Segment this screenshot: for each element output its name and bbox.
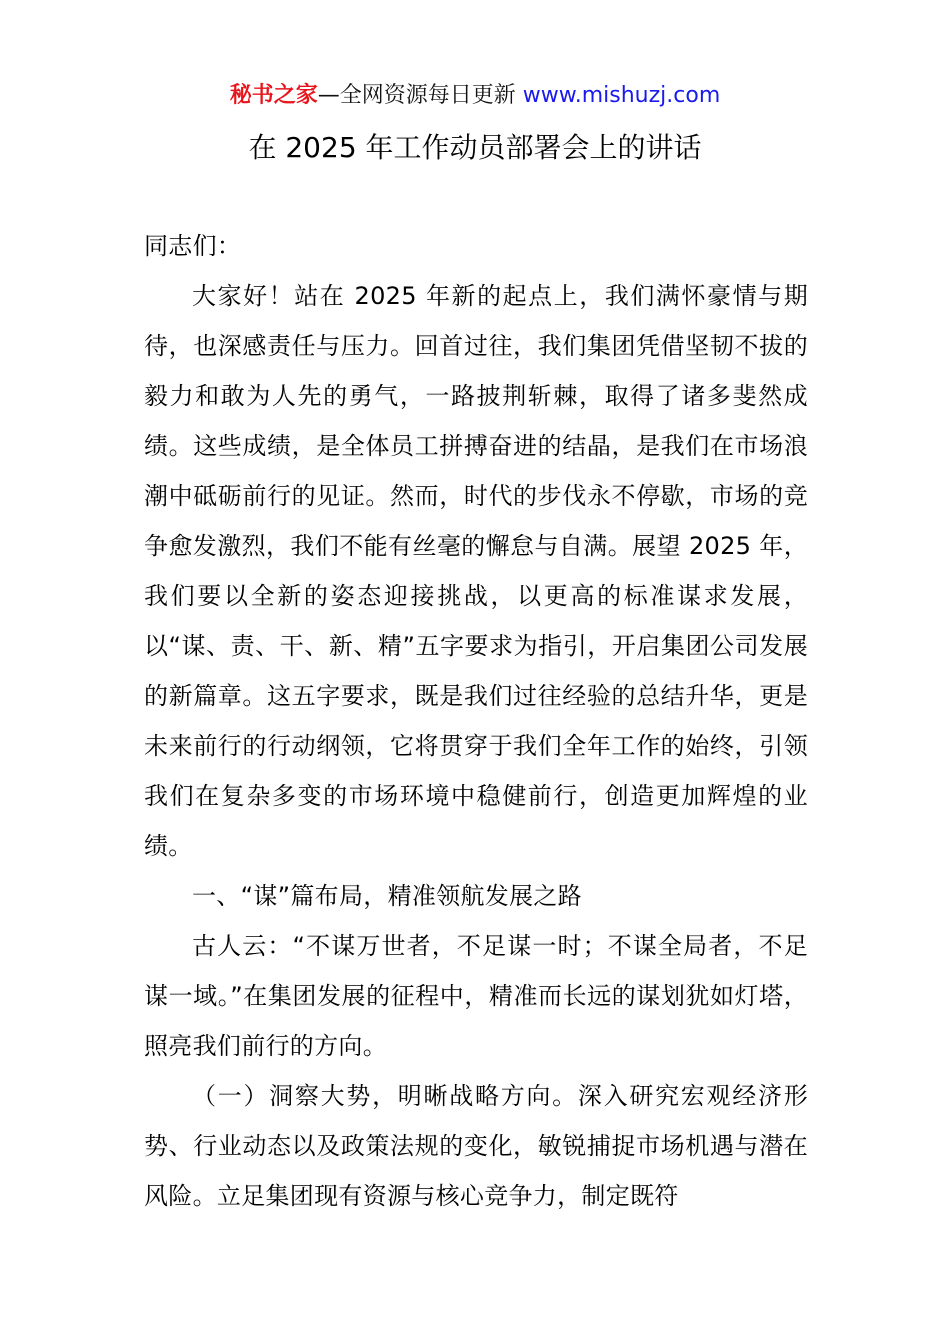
document-body [144,221,808,1221]
section-paragraph: 古人云：“不谋万世者，不足谋一时；不谋全局者，不足谋一域。”在集团发展的征程中，精准而长远的谋划犹如灯塔，照亮我们前行的方向。 [144,932,808,1060]
section-heading: 一、“谋”篇布局，精准领航发展之路 [192,882,582,910]
opening-paragraph: 大家好！站在 2025 年新的起点上，我们满怀豪情与期待，也深感责任与压力。回首过往，我们集团凭借坚韧不拔的毅力和敢为人先的勇气，一路披荆斩棘，取得了诸多斐然成绩。这些成绩，是全体员工拼搏奋进的结晶，是我们在市场浪潮中砥砺前行的见证。然而，时代的步伐永不停歇，市场的竞争愈发激烈，我们不能有丝毫的懈怠与自满。展望 2025 年，我们要以全新的姿态迎接挑战，以更高的标准谋求发展，以“谋、责、干、新、精”五字要求为指引，开启集团公司发展的新篇章。这五字要求，既是我们过往经验的总结升华，更是未来前行的行动纲领，它将贯穿于我们全年工作的始终，引领我们在复杂多变的市场环境中稳健前行，创造更加辉煌的业绩。 [144,282,808,860]
document-title: 在 2025 年工作动员部署会上的讲话 [248,131,702,164]
section-paragraph: （一）洞察大势，明晰战略方向。深入研究宏观经济形势、行业动态以及政策法规的变化，敏锐捕捉市场机遇与潜在风险。立足集团现有资源与核心竞争力，制定既符 [144,1082,808,1210]
site-header-banner [0,80,950,112]
salutation: 同志们： [144,232,242,260]
site-brand-name: 秘书之家 [229,83,318,108]
site-url-link[interactable]: www.mishuzj.com [522,83,721,108]
site-tagline: —全网资源每日更新 [317,83,523,108]
